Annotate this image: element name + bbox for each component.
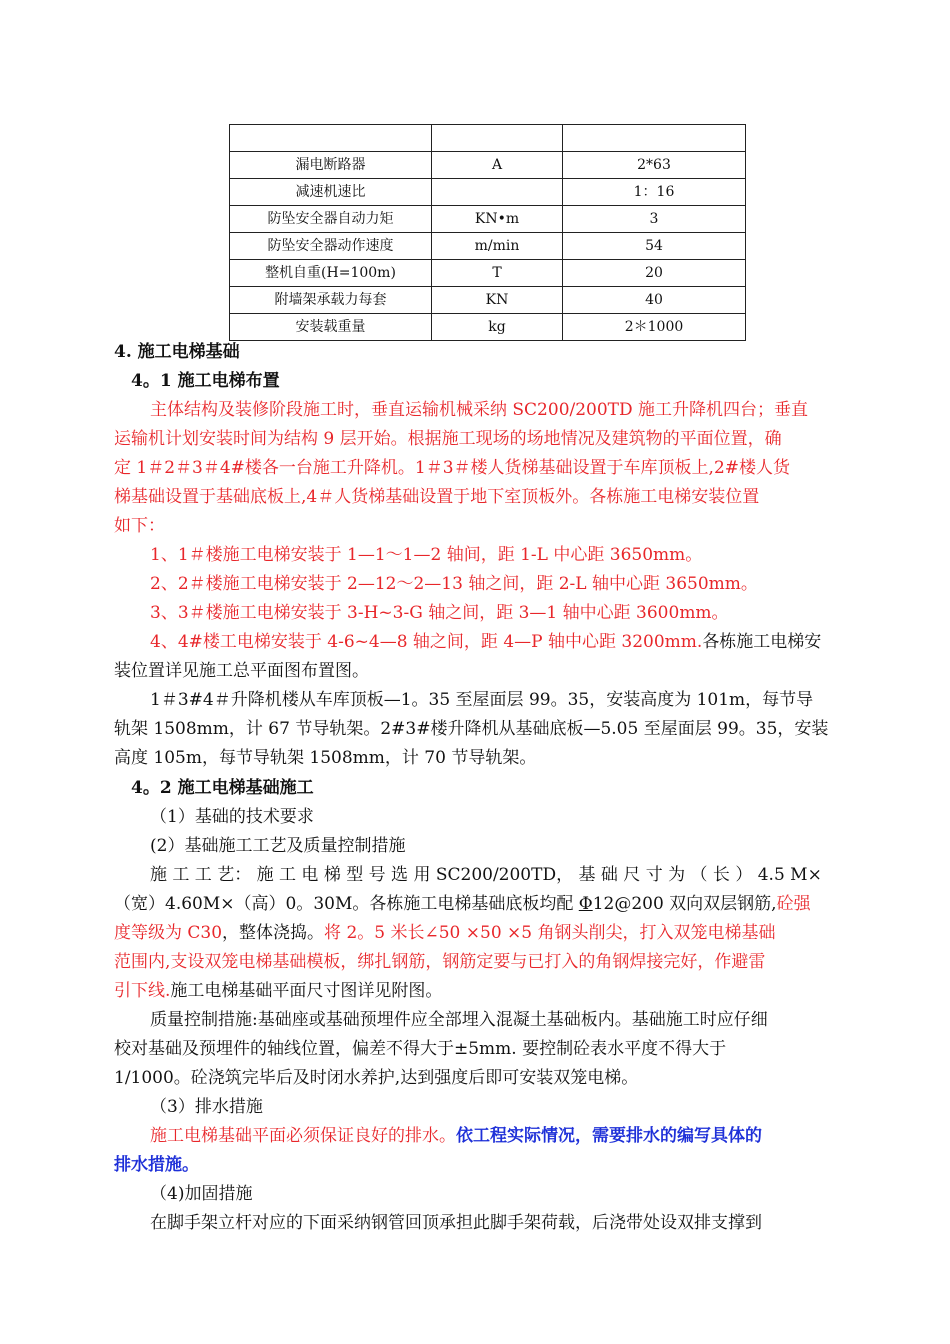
table-cell bbox=[432, 125, 563, 152]
para-line: 如下： bbox=[114, 516, 165, 536]
sub-heading: (2）基础施工工艺及质量控制措施 bbox=[150, 836, 406, 856]
table-cell: 1：16 bbox=[563, 179, 746, 206]
table-row bbox=[230, 314, 746, 341]
para-line: 高度 105m，每节导轨架 1508mm，计 70 节导轨架。 bbox=[114, 748, 537, 768]
table-cell: 减速机速比 bbox=[230, 179, 432, 206]
table-cell: T bbox=[432, 260, 563, 287]
table-cell: 40 bbox=[563, 287, 746, 314]
table-cell: 20 bbox=[563, 260, 746, 287]
para-line bbox=[114, 890, 811, 919]
para-line: 主体结构及装修阶段施工时，垂直运输机械采纳 SC200/200TD 施工升降机四台；垂直 bbox=[150, 400, 809, 420]
para-line: 1/1000。砼浇筑完毕后及时闭水养护,达到强度后即可安装双笼电梯。 bbox=[114, 1068, 639, 1088]
table-row bbox=[230, 260, 746, 287]
list-item-red: 4、4#楼工电梯安装于 4-6~4—8 轴之间，距 4—P 轴中心距 3200mm. bbox=[150, 632, 703, 652]
text-span: 将 2。5 米长∠50 ×50 ×5 角钢头削尖，打入双笼电梯基础 bbox=[324, 923, 776, 943]
heading-4: 4. 施工电梯基础 bbox=[114, 342, 240, 362]
para-line: 运输机计划安装时间为结构 9 层开始。根据施工现场的场地情况及建筑物的平面位置，确 bbox=[114, 429, 782, 449]
list-item: 2、2＃楼施工电梯安装于 2—12～2—13 轴之间，距 2-L 轴中心距 3650mm。 bbox=[150, 574, 758, 594]
text-span: 引下线. bbox=[114, 981, 171, 1001]
table-cell: A bbox=[432, 152, 563, 179]
text-span: 施工电梯基础平面必须保证良好的排水。 bbox=[150, 1126, 456, 1146]
para-line: 梯基础设置于基础底板上,4＃人货梯基础设置于地下室顶板外。各栋施工电梯安装位置 bbox=[114, 487, 760, 507]
rebar-symbol: Φ bbox=[578, 894, 593, 914]
table-cell bbox=[432, 179, 563, 206]
table-cell: 防坠安全器动作速度 bbox=[230, 233, 432, 260]
text-span: 依工程实际情况，需要排水的编写具体的 bbox=[456, 1126, 762, 1146]
text-span: 施工电梯基础平面尺寸图详见附图。 bbox=[170, 981, 443, 1001]
table-cell: 漏电断路器 bbox=[230, 152, 432, 179]
heading-4-1: 4。1 施工电梯布置 bbox=[131, 371, 280, 391]
list-item bbox=[150, 628, 821, 657]
table-cell: 2＊1000 bbox=[563, 314, 746, 341]
para-line: 校对基础及预埋件的轴线位置，偏差不得大于±5mm. 要控制砼表水平度不得大于 bbox=[114, 1039, 727, 1059]
para-line: 1＃3#4＃升降机楼从车库顶板—1。35 至屋面层 99。35，安装高度为 101m，每节导 bbox=[150, 690, 814, 710]
para-line: 定 1＃2＃3＃4#楼各一台施工升降机。1＃3＃楼人货梯基础设置于车库顶板上,2#楼人货 bbox=[114, 458, 791, 478]
table-cell: KN bbox=[432, 287, 563, 314]
table-cell: kg bbox=[432, 314, 563, 341]
para-line: 范围内,支设双笼电梯基础模板，绑扎钢筋，钢筋定要与已打入的角钢焊接完好，作避雷 bbox=[114, 952, 766, 972]
table-cell: KN•m bbox=[432, 206, 563, 233]
para-line bbox=[114, 919, 776, 948]
table-row bbox=[230, 152, 746, 179]
table-row bbox=[230, 206, 746, 233]
table-cell: 附墙架承载力每套 bbox=[230, 287, 432, 314]
spec-table bbox=[229, 124, 746, 341]
list-item: 1、1＃楼施工电梯安装于 1—1～1—2 轴间，距 1-L 中心距 3650mm。 bbox=[150, 545, 703, 565]
para-line bbox=[114, 977, 442, 1006]
table-row bbox=[230, 287, 746, 314]
text-span: 12@200 双向双层钢筋, bbox=[592, 894, 777, 914]
text-span: ，整体浇捣。 bbox=[222, 923, 325, 943]
para-line: 装位置详见施工总平面图布置图。 bbox=[114, 661, 369, 681]
table-cell: 2*63 bbox=[563, 152, 746, 179]
text-span: 度等级为 C30 bbox=[114, 923, 223, 943]
sub-heading: （4)加固措施 bbox=[150, 1184, 253, 1204]
para-line: 在脚手架立杆对应的下面采纳钢管回顶承担此脚手架荷载，后浇带处设双排支撑到 bbox=[150, 1213, 762, 1233]
text-span: （宽）4.60M×（高）0。30M。各栋施工电梯基础底板均配 bbox=[114, 894, 579, 914]
table-cell bbox=[230, 125, 432, 152]
table-cell: 整机自重(H=100m) bbox=[230, 260, 432, 287]
sub-heading: （3）排水措施 bbox=[150, 1097, 263, 1117]
para-line: 质量控制措施:基础座或基础预埋件应全部埋入混凝土基础板内。基础施工时应仔细 bbox=[150, 1010, 768, 1030]
para-line bbox=[150, 1122, 762, 1151]
para-line: 轨架 1508mm，计 67 节导轨架。2#3#楼升降机从基础底板—5.05 至屋面层 99。35，安装 bbox=[114, 719, 829, 739]
table-cell: 防坠安全器自动力矩 bbox=[230, 206, 432, 233]
text-span: 砼强 bbox=[776, 894, 811, 914]
table-cell: 54 bbox=[563, 233, 746, 260]
list-item: 3、3＃楼施工电梯安装于 3-H~3-G 轴之间，距 3—1 轴中心距 3600mm。 bbox=[150, 603, 729, 623]
table-cell: m/min bbox=[432, 233, 563, 260]
table-row bbox=[230, 125, 746, 152]
table-cell: 3 bbox=[563, 206, 746, 233]
table-cell: 安装载重量 bbox=[230, 314, 432, 341]
para-line: 排水措施。 bbox=[114, 1155, 199, 1175]
table-row bbox=[230, 179, 746, 206]
spec-table-body bbox=[230, 125, 746, 341]
heading-4-2: 4。2 施工电梯基础施工 bbox=[131, 778, 314, 798]
table-row bbox=[230, 233, 746, 260]
table-cell bbox=[563, 125, 746, 152]
para-line: 施 工 工 艺： 施 工 电 梯 型 号 选 用 SC200/200TD， 基 础 尺 寸 为 （ 长 ） 4.5 M× bbox=[150, 865, 822, 885]
sub-heading: （1）基础的技术要求 bbox=[150, 807, 314, 827]
list-item-black: 各栋施工电梯安 bbox=[702, 632, 822, 652]
